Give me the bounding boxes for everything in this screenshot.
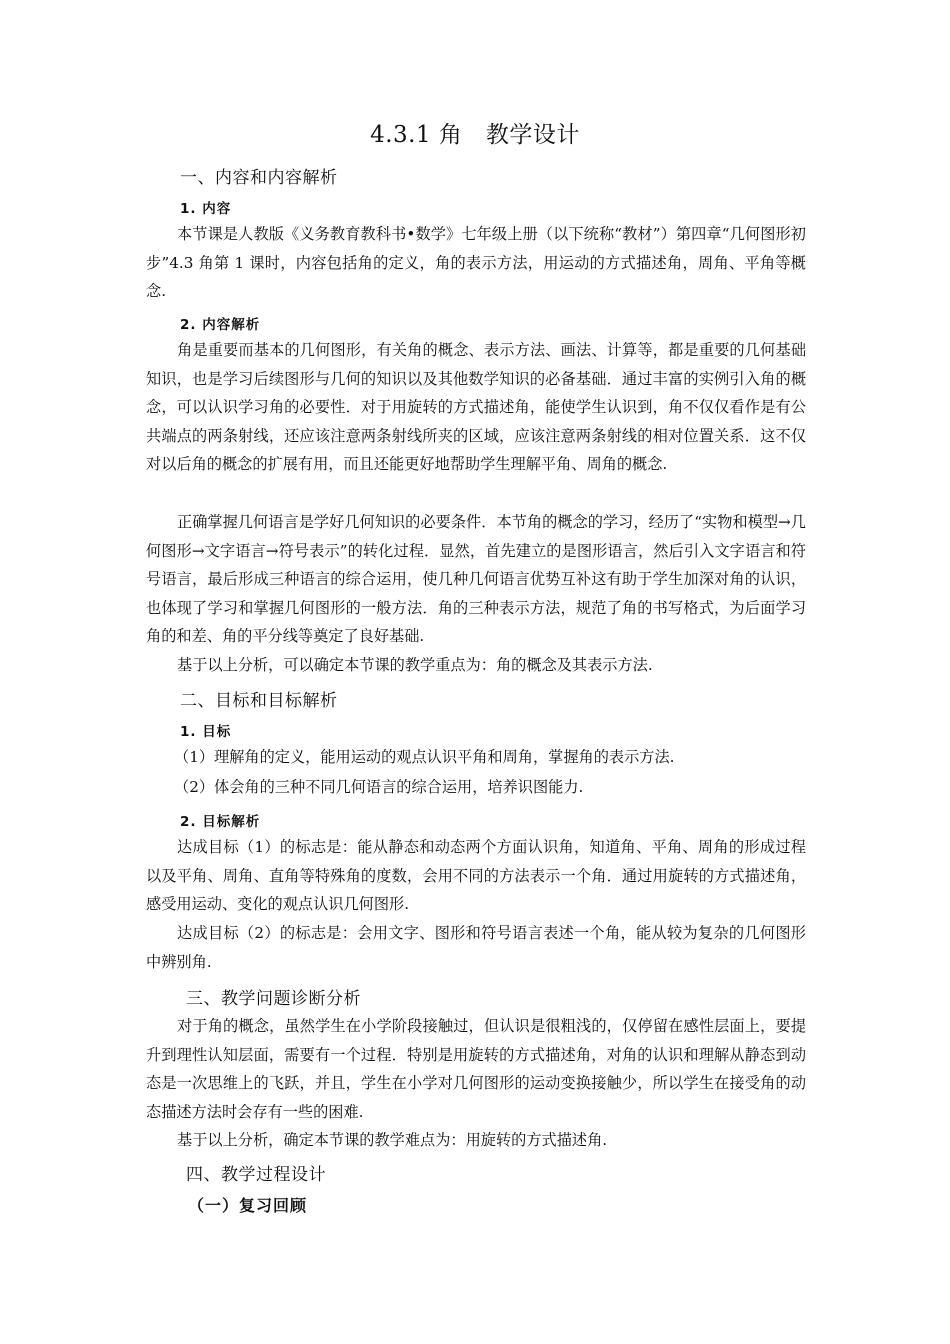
paragraph-goal-analysis-2: 达成目标（2）的标志是：会用文字、图形和符号语言表述一个角，能从较为复杂的几何图形中辨别角. <box>146 924 806 971</box>
paragraph-content-analysis-2: 正确掌握几何语言是学好几何知识的必要条件．本节角的概念的学习，经历了“实物和模型→几何图形→文字语言→符号表示”的转化过程．显然，首先建立的是图形语言，然后引入文字语言和符号语言，最后形成三种语言的综合运用，使几种几何语言优势互补这有助于学生加深对角的认识，也体现了学习和掌握几何图形的一般方法．角的三种表示方法，规范了角的书写格式，为后面学习角的和差、角的平分线等奠定了良好基础. <box>146 513 806 645</box>
section-heading-goals: 二、目标和目标解析 <box>180 691 338 711</box>
paragraph-key-point: 基于以上分析，可以确定本节课的教学重点为：角的概念及其表示方法. <box>177 656 653 674</box>
section-heading-diagnosis: 三、教学问题诊断分析 <box>186 989 361 1009</box>
paragraph-diagnosis-1: 对于角的概念，虽然学生在小学阶段接触过，但认识是很粗浅的，仅停留在感性层面上，要提升到理性认知层面，需要有一个过程．特别是用旋转的方式描述角，对角的认识和理解从静态到动态是一次思维上的飞跃，并且，学生在小学对几何图形的运动变换接触少，所以学生在接受角的动态描述方法时会存有一些的困难. <box>146 1017 806 1121</box>
paragraph-goal-analysis-1: 达成目标（1）的标志是：能从静态和动态两个方面认识角，知道角、平角、周角的形成过程以及平角、周角、直角等特殊角的度数，会用不同的方法表示一个角．通过用旋转的方式描述角，感受用运动、变化的观点认识几何图形. <box>146 838 806 913</box>
subheading-goals: 1. 目标 <box>180 724 232 740</box>
subheading-goal-analysis: 2. 目标解析 <box>180 814 261 830</box>
paragraph-difficulty: 基于以上分析，确定本节课的教学难点为：用旋转的方式描述角. <box>177 1131 608 1149</box>
goal-item-2: （2）体会角的三种不同几何语言的综合运用，培养识图能力. <box>174 778 584 796</box>
paragraph-content: 本节课是人教版《义务教育教科书•数学》七年级上册（以下统称“教材”）第四章“几何图形初步”4.3 角第 1 课时，内容包括角的定义，角的表示方法，用运动的方式描述角，周角、平角等概念. <box>146 225 806 300</box>
section-heading-content: 一、内容和内容解析 <box>180 168 338 188</box>
goal-item-1: （1）理解角的定义，能用运动的观点认识平角和周角，掌握角的表示方法. <box>174 748 675 766</box>
document-title: 4.3.1 角 教学设计 <box>370 122 580 148</box>
paragraph-content-analysis-1: 角是重要而基本的几何图形，有关角的概念、表示方法、画法、计算等，都是重要的几何基础知识，也是学习后续图形与几何的知识以及其他数学知识的必备基础．通过丰富的实例引入角的概念，可以认识学习角的必要性．对于用旋转的方式描述角，能使学生认识到，角不仅仅看作是有公共端点的两条射线，还应该注意两条射线所夹的区域，应该注意两条射线的相对位置关系．这不仅对以后角的概念的扩展有用，而且还能更好地帮助学生理解平角、周角的概念. <box>146 341 806 473</box>
subheading-content: 1. 内容 <box>180 201 232 217</box>
section-heading-process: 四、教学过程设计 <box>186 1165 326 1185</box>
subheading-content-analysis: 2. 内容解析 <box>180 317 261 333</box>
subheading-review: （一）复习回顾 <box>188 1196 308 1215</box>
